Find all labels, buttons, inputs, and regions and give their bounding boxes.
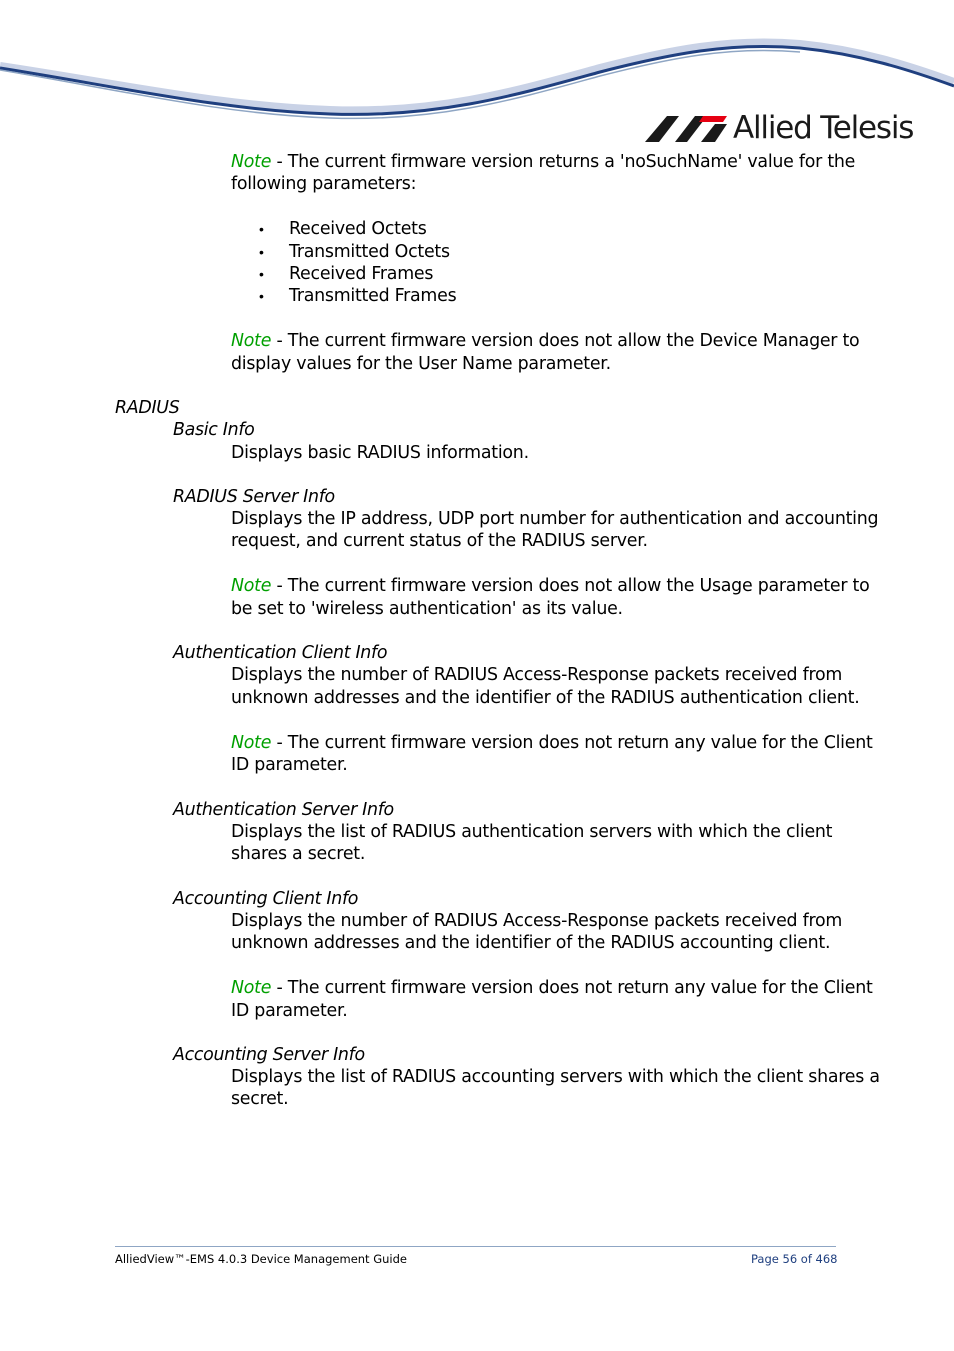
auth-server-line1: Displays the list of RADIUS authentication servers with which the client (231, 822, 833, 842)
logo-text: Allied Telesis (733, 110, 914, 146)
auth-client-note-line2: ID parameter. (231, 755, 348, 775)
auth-server-line2: shares a secret. (231, 844, 366, 864)
acct-server-line1: Displays the list of RADIUS accounting servers with which the client shares a (231, 1067, 880, 1087)
basic-info-text: Displays basic RADIUS information. (231, 443, 529, 463)
bullet-dot: • (259, 266, 264, 282)
server-info-note-line1: Note - The current firmware version does not allow the Usage parameter to (231, 576, 870, 596)
note-label: Note (231, 978, 272, 998)
auth-server-heading: Authentication Server Info (173, 800, 394, 820)
bullet-item: Received Frames (289, 264, 434, 284)
bullet-item: Transmitted Frames (289, 286, 457, 306)
note2-line1: Note - The current firmware version does not allow the Device Manager to (231, 331, 860, 351)
server-info-line1: Displays the IP address, UDP port number for authentication and accounting (231, 509, 879, 529)
acct-server-line2: secret. (231, 1089, 289, 1109)
basic-info-heading: Basic Info (173, 420, 255, 440)
allied-telesis-logo-icon (645, 116, 727, 142)
bullet-dot: • (259, 221, 264, 237)
acct-client-line1: Displays the number of RADIUS Access-Response packets received from (231, 911, 843, 931)
radius-heading: RADIUS (115, 398, 180, 418)
acct-client-line2: unknown addresses and the identifier of the RADIUS accounting client. (231, 933, 831, 953)
note-label: Note (231, 152, 272, 172)
acct-client-note-line2: ID parameter. (231, 1001, 348, 1021)
footer-page-number: Page 56 of 468 (751, 1252, 838, 1266)
note1-line2: following parameters: (231, 174, 417, 194)
note-label: Note (231, 576, 272, 596)
footer-document-title: AlliedView™-EMS 4.0.3 Device Management Guide (115, 1252, 407, 1266)
note2-line2: display values for the User Name parameter. (231, 354, 611, 374)
bullet-item: Transmitted Octets (289, 242, 450, 262)
bullet-dot: • (259, 288, 264, 304)
server-info-line2: request, and current status of the RADIUS server. (231, 531, 648, 551)
auth-client-note-line1: Note - The current firmware version does not return any value for the Client (231, 733, 873, 753)
note1-line1: Note - The current firmware version returns a 'noSuchName' value for the (231, 152, 856, 172)
auth-client-heading: Authentication Client Info (173, 643, 388, 663)
acct-client-note-line1: Note - The current firmware version does not return any value for the Client (231, 978, 873, 998)
server-info-heading: RADIUS Server Info (173, 487, 335, 507)
acct-server-heading: Accounting Server Info (173, 1045, 365, 1065)
acct-client-heading: Accounting Client Info (173, 889, 359, 909)
auth-client-line2: unknown addresses and the identifier of the RADIUS authentication client. (231, 688, 860, 708)
auth-client-line1: Displays the number of RADIUS Access-Response packets received from (231, 665, 843, 685)
note-label: Note (231, 733, 272, 753)
bullet-item: Received Octets (289, 219, 427, 239)
bullet-dot: • (259, 244, 264, 260)
allied-telesis-logo (645, 110, 914, 146)
note-label: Note (231, 331, 272, 351)
footer-divider (115, 1246, 836, 1247)
server-info-note-line2: be set to 'wireless authentication' as its value. (231, 599, 623, 619)
